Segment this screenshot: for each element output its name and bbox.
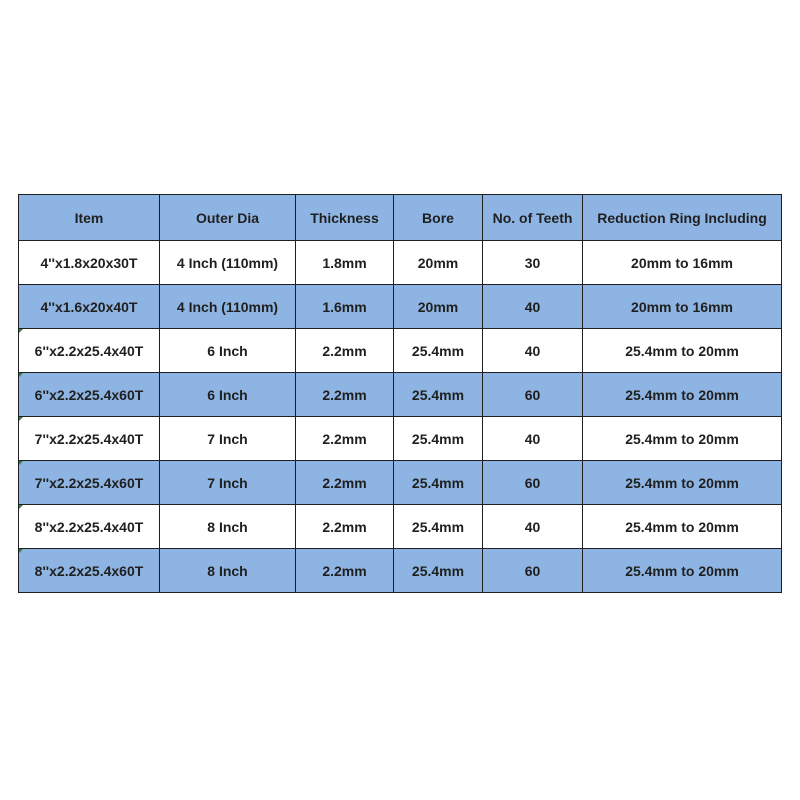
cell-thickness: 2.2mm <box>296 549 394 593</box>
cell-item-text: 7''x2.2x25.4x60T <box>34 474 144 491</box>
table-row <box>19 417 782 461</box>
cell-reduction-ring: 25.4mm to 20mm <box>583 549 782 593</box>
corner-marker-icon <box>19 329 23 333</box>
cell-reduction-ring: 25.4mm to 20mm <box>583 417 782 461</box>
cell-teeth: 60 <box>483 461 583 505</box>
cell-thickness: 2.2mm <box>296 373 394 417</box>
cell-item-text: 6''x2.2x25.4x40T <box>34 342 144 359</box>
cell-thickness: 1.8mm <box>296 241 394 285</box>
cell-outer-dia: 8 Inch <box>160 505 296 549</box>
cell-outer-dia: 7 Inch <box>160 417 296 461</box>
saw-blade-spec-table <box>18 194 782 593</box>
table-row <box>19 241 782 285</box>
header-outer-dia: Outer Dia <box>160 195 296 241</box>
cell-reduction-ring: 20mm to 16mm <box>583 241 782 285</box>
cell-outer-dia: 6 Inch <box>160 373 296 417</box>
header-row <box>19 195 782 241</box>
header-bore: Bore <box>394 195 483 241</box>
cell-thickness: 2.2mm <box>296 329 394 373</box>
cell-reduction-ring: 25.4mm to 20mm <box>583 505 782 549</box>
cell-teeth: 40 <box>483 505 583 549</box>
cell-reduction-ring: 20mm to 16mm <box>583 285 782 329</box>
cell-item-text: 6''x2.2x25.4x60T <box>34 386 144 403</box>
cell-reduction-ring: 25.4mm to 20mm <box>583 329 782 373</box>
cell-bore: 25.4mm <box>394 549 483 593</box>
header-reduction-ring: Reduction Ring Including <box>583 195 782 241</box>
cell-bore: 25.4mm <box>394 505 483 549</box>
header-teeth: No. of Teeth <box>483 195 583 241</box>
cell-thickness: 1.6mm <box>296 285 394 329</box>
table-row <box>19 329 782 373</box>
corner-marker-icon <box>19 373 23 377</box>
cell-thickness: 2.2mm <box>296 417 394 461</box>
table-row <box>19 461 782 505</box>
cell-bore: 25.4mm <box>394 373 483 417</box>
cell-bore: 25.4mm <box>394 329 483 373</box>
cell-teeth: 40 <box>483 417 583 461</box>
cell-item <box>19 505 160 549</box>
cell-thickness: 2.2mm <box>296 461 394 505</box>
cell-reduction-ring: 25.4mm to 20mm <box>583 373 782 417</box>
cell-item <box>19 329 160 373</box>
cell-bore: 20mm <box>394 285 483 329</box>
cell-teeth: 40 <box>483 285 583 329</box>
header-item: Item <box>19 195 160 241</box>
cell-bore: 20mm <box>394 241 483 285</box>
corner-marker-icon <box>19 549 23 553</box>
table-row <box>19 285 782 329</box>
cell-outer-dia: 6 Inch <box>160 329 296 373</box>
cell-thickness: 2.2mm <box>296 505 394 549</box>
corner-marker-icon <box>19 505 23 509</box>
cell-item-text: 8''x2.2x25.4x60T <box>34 562 144 579</box>
table-row <box>19 505 782 549</box>
cell-outer-dia: 7 Inch <box>160 461 296 505</box>
cell-bore: 25.4mm <box>394 461 483 505</box>
table-row <box>19 549 782 593</box>
cell-item <box>19 373 160 417</box>
cell-item-text: 7''x2.2x25.4x40T <box>34 430 144 447</box>
cell-item <box>19 549 160 593</box>
corner-marker-icon <box>19 417 23 421</box>
cell-outer-dia: 4 Inch (110mm) <box>160 285 296 329</box>
cell-teeth: 60 <box>483 549 583 593</box>
table-row <box>19 373 782 417</box>
cell-item: 4''x1.6x20x40T <box>19 285 160 329</box>
cell-bore: 25.4mm <box>394 417 483 461</box>
cell-teeth: 60 <box>483 373 583 417</box>
cell-item <box>19 461 160 505</box>
header-thickness: Thickness <box>296 195 394 241</box>
cell-outer-dia: 4 Inch (110mm) <box>160 241 296 285</box>
cell-teeth: 30 <box>483 241 583 285</box>
cell-outer-dia: 8 Inch <box>160 549 296 593</box>
corner-marker-icon <box>19 461 23 465</box>
cell-item <box>19 417 160 461</box>
cell-item-text: 8''x2.2x25.4x40T <box>34 518 144 535</box>
cell-teeth: 40 <box>483 329 583 373</box>
cell-item: 4''x1.8x20x30T <box>19 241 160 285</box>
cell-reduction-ring: 25.4mm to 20mm <box>583 461 782 505</box>
